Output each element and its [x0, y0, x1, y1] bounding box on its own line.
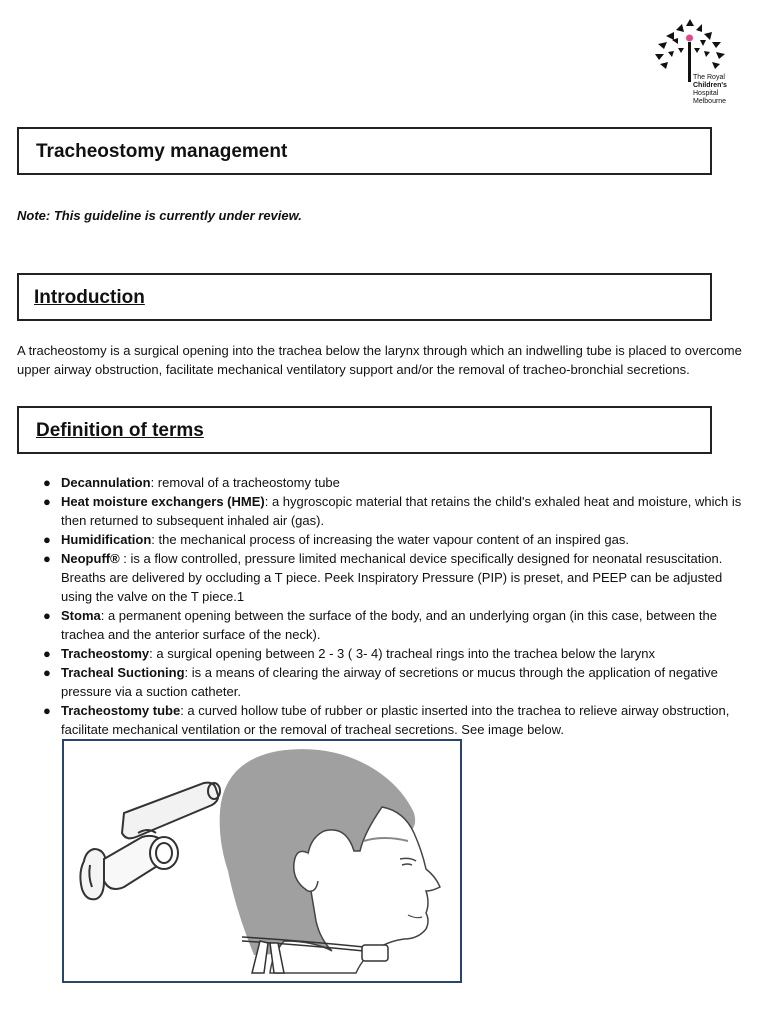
definition-item	[17, 530, 752, 549]
tracheostomy-tube-figure	[62, 739, 462, 983]
definition-item	[17, 644, 752, 663]
definitions-list	[17, 473, 752, 739]
definition-term: Humidification	[61, 532, 152, 547]
definition-term: Neopuff®	[61, 551, 120, 566]
page-title: Tracheostomy management	[36, 141, 288, 162]
title-box	[17, 127, 712, 175]
bullet-icon: ●	[43, 703, 51, 718]
definition-text: : is a flow controlled, pressure limited mechanical device specifically designed for neonatal resuscitation. Breaths are delivered by occluding a T piece. Peek Inspiratory Pressure (PIP) is preset, and PEEP can be adjusted using the valve on the T piece.1	[61, 551, 723, 604]
definition-item	[17, 606, 752, 644]
definition-text: : a surgical opening between 2 - 3 ( 3- 4) tracheal rings into the trachea below the larynx	[149, 646, 655, 661]
definition-text: : a curved hollow tube of rubber or plastic inserted into the trachea to relieve airway obstruction, facilitate mechanical ventilation or the removal of tracheal secretions. See image below.	[61, 703, 730, 737]
introduction-heading: Introduction	[34, 287, 145, 308]
definition-term: Decannulation	[61, 475, 151, 490]
hospital-logo	[650, 18, 736, 110]
definitions-heading-box	[17, 406, 712, 454]
definition-term: Heat moisture exchangers (HME)	[61, 494, 265, 509]
definition-term: Tracheostomy tube	[61, 703, 181, 718]
logo-line: Hospital	[693, 90, 719, 97]
definition-text: : a hygroscopic material that retains the child's exhaled heat and moisture, which is then returned to subsequent inhaled air (gas).	[61, 494, 742, 528]
definitions-heading: Definition of terms	[36, 420, 204, 441]
definition-item	[17, 663, 752, 701]
bullet-icon: ●	[43, 532, 51, 547]
definition-text: : removal of a tracheostomy tube	[150, 475, 340, 490]
definition-term: Tracheostomy	[61, 646, 150, 661]
bullet-icon: ●	[43, 475, 51, 490]
introduction-text: A tracheostomy is a surgical opening into the trachea below the larynx through which an indwelling tube is placed to overcome upper airway obstruction, facilitate mechanical ventilatory support and/or the removal of tracheo-bronchial secretions.	[17, 343, 742, 377]
logo-line: The Royal	[693, 74, 725, 81]
definition-item	[17, 473, 752, 492]
definition-text: : a permanent opening between the surface of the body, and an underlying organ (in this case, between the trachea and the anterior surface of the neck).	[61, 608, 717, 642]
logo-wordmark	[693, 74, 727, 106]
patient-head-profile-icon	[220, 749, 440, 973]
tracheostomy-illustration	[64, 741, 460, 981]
definition-item	[17, 701, 752, 739]
definition-term: Tracheal Suctioning	[61, 665, 185, 680]
logo-line: Melbourne	[693, 98, 727, 105]
review-note: Note: This guideline is currently under review.	[17, 208, 302, 223]
definition-term: Stoma	[61, 608, 101, 623]
introduction-heading-box	[17, 273, 712, 321]
definition-item	[17, 549, 752, 606]
logo-line: Children's	[693, 82, 727, 89]
bullet-icon: ●	[43, 494, 51, 509]
definition-item	[17, 492, 752, 530]
tracheostomy-tube-icon	[80, 783, 220, 900]
definition-text: : the mechanical process of increasing the water vapour content of an inspired gas.	[151, 532, 629, 547]
bullet-icon: ●	[43, 608, 51, 623]
bullet-icon: ●	[43, 665, 51, 680]
bullet-icon: ●	[43, 551, 51, 566]
definition-text: : is a means of clearing the airway of secretions or mucus through the application of negative pressure via a suction catheter.	[61, 665, 718, 699]
bullet-icon: ●	[43, 646, 51, 661]
